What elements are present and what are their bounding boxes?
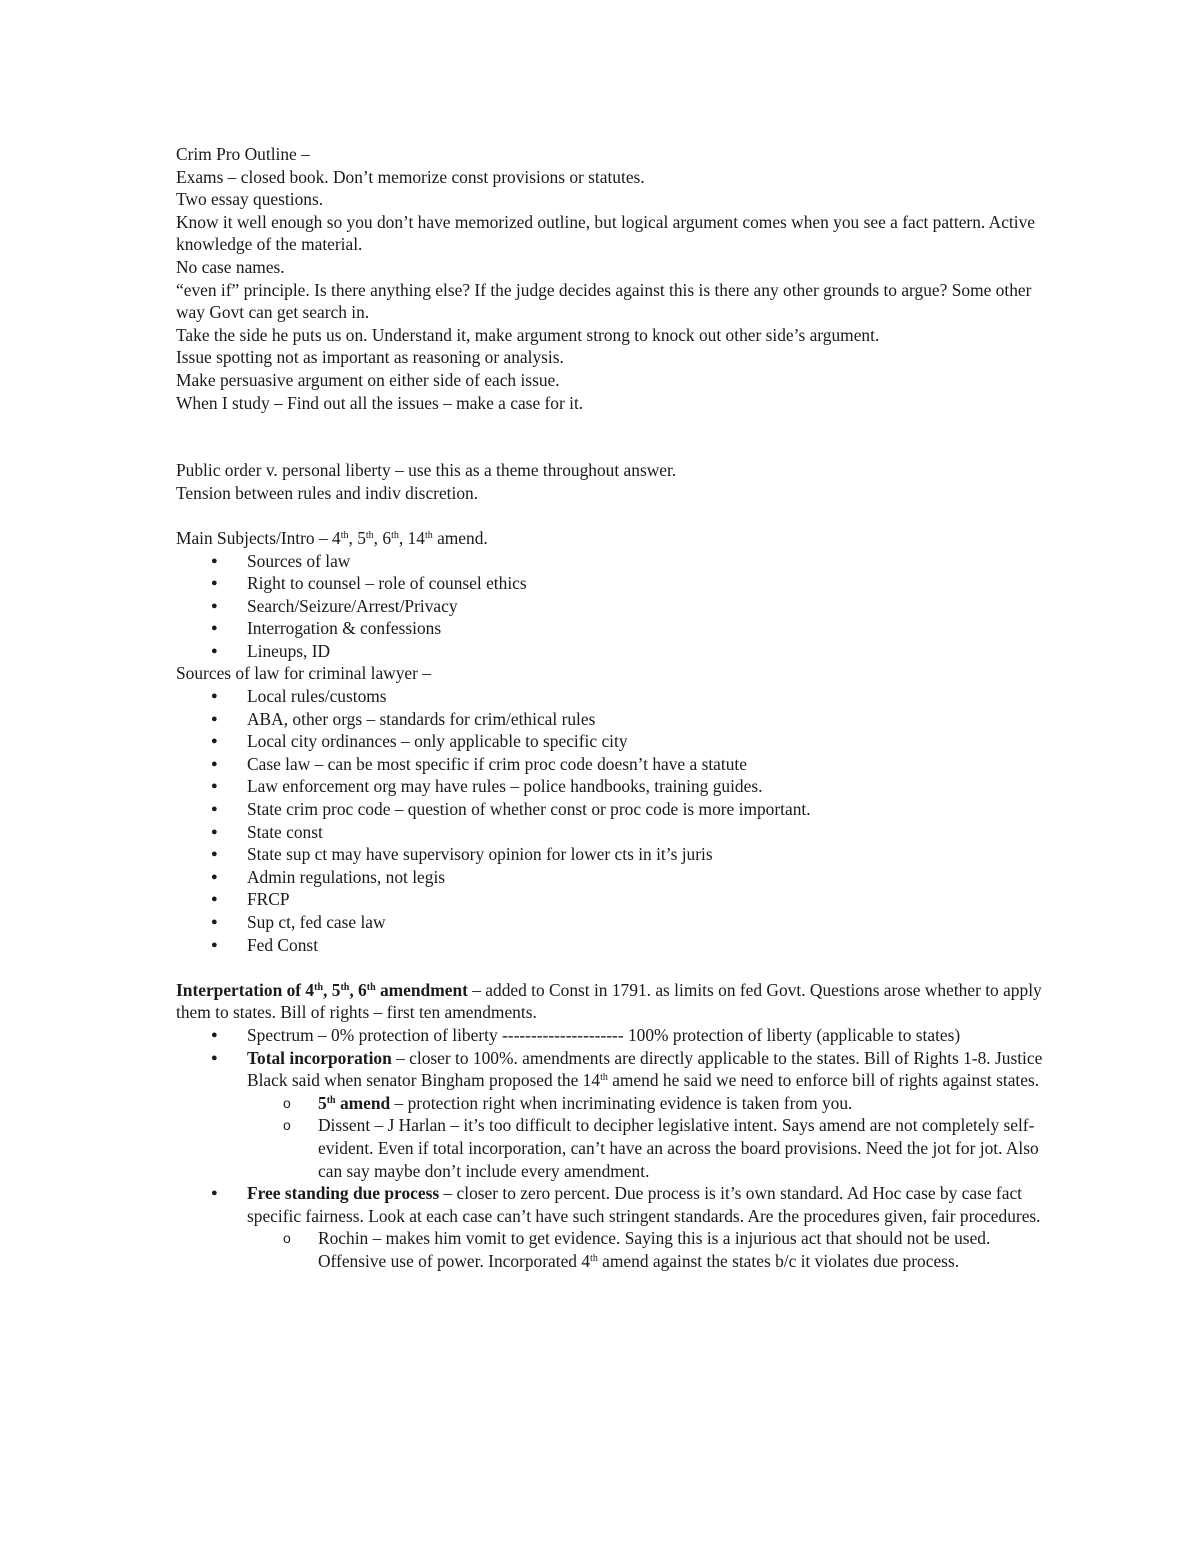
intro-section [176, 143, 1046, 414]
list-item: ● Law enforcement org may have rules – police handbooks, training guides. [176, 775, 1046, 798]
interpretation-list [176, 1024, 1046, 1273]
text-line: Make persuasive argument on either side of each issue. [176, 369, 560, 390]
list-item: ● Admin regulations, not legis [176, 866, 1046, 889]
interpretation-section [176, 979, 1046, 1273]
list-item: ● Search/Seizure/Arrest/Privacy [176, 595, 1046, 618]
list-item-total-incorporation: ● Total incorporation – closer to 100%. amendments are directly applicable to the states. Bill of Rights 1-8. Justice Black said when senator Bingham proposed the 14th amend he said we need to enforce bill of rights against states. o 5th amend – protection right when incriminating evidence is taken from you. o Dissent – J Harlan – it’s too difficult to decipher legislative intent. Says amend are not completely self-evident. Even if total incorporation, can’t have an across the board provisions. Need the jot for jot. Also can say maybe don’t include every amendment. [176, 1047, 1046, 1183]
interpretation-paragraph: Interpertation of 4th, 5th, 6th amendment – added to Const in 1791. as limits on fed Govt. Questions arose whether to apply them to states. Bill of rights – first ten amendments. [176, 979, 1042, 1023]
list-item: ● Sources of law [176, 550, 1046, 573]
text-line: Public order v. personal liberty – use this as a theme throughout answer. [176, 460, 677, 481]
theme-section [176, 459, 1046, 504]
list-item: ● FRCP [176, 888, 1046, 911]
text-line: No case names. [176, 256, 285, 277]
spacer [176, 414, 1046, 459]
list-item: ● Right to counsel – role of counsel ethics [176, 572, 1046, 595]
sources-section [176, 662, 1046, 956]
text-line: Tension between rules and indiv discretion. [176, 482, 479, 503]
sub-item-rochin: o Rochin – makes him vomit to get evidence. Saying this is a injurious act that should not be used. Offensive use of power. Incorporated 4th amend against the states b/c it violates due process. [247, 1227, 1046, 1272]
due-process-sublist [247, 1227, 1046, 1272]
spacer [176, 956, 1046, 979]
list-item: ● Local rules/customs [176, 685, 1046, 708]
sub-item-fifth-amend: o 5th amend – protection right when incriminating evidence is taken from you. [247, 1092, 1046, 1115]
main-subjects-list [176, 550, 1046, 663]
list-item: ● ABA, other orgs – standards for crim/ethical rules [176, 708, 1046, 731]
total-incorporation-sublist [247, 1092, 1046, 1182]
text-line: “even if” principle. Is there anything else? If the judge decides against this is there any other grounds to argue? Some other way Govt can get search in. [176, 279, 1032, 323]
text-line: Issue spotting not as important as reasoning or analysis. [176, 347, 564, 368]
sources-list [176, 685, 1046, 956]
sub-item-dissent: o Dissent – J Harlan – it’s too difficult to decipher legislative intent. Says amend are not completely self-evident. Even if total incorporation, can’t have an across the board provisions. Need the jot for jot. Also can say maybe don’t include every amendment. [247, 1114, 1046, 1182]
text-line: Take the side he puts us on. Understand it, make argument strong to knock out other side’s argument. [176, 324, 880, 345]
text-line: When I study – Find out all the issues – make a case for it. [176, 392, 584, 413]
list-item: ● Sup ct, fed case law [176, 911, 1046, 934]
sources-heading: Sources of law for criminal lawyer – [176, 663, 431, 684]
text-line: Know it well enough so you don’t have memorized outline, but logical argument comes when you see a fact pattern. Active knowledge of the material. [176, 211, 1036, 255]
text-line: Exams – closed book. Don’t memorize const provisions or statutes. [176, 166, 645, 187]
list-item: ● State sup ct may have supervisory opinion for lower cts in it’s juris [176, 843, 1046, 866]
list-item: ● Case law – can be most specific if crim proc code doesn’t have a statute [176, 753, 1046, 776]
text-line: Two essay questions. [176, 189, 324, 210]
list-item: ● State const [176, 821, 1046, 844]
list-item: ● Fed Const [176, 934, 1046, 957]
interpretation-heading: Interpertation of 4th, 5th, 6th amendment [176, 979, 468, 1000]
list-item: ● Lineups, ID [176, 640, 1046, 663]
main-subjects-section [176, 527, 1046, 663]
list-item-spectrum: ● Spectrum – 0% protection of liberty --------------------- 100% protection of liberty (applicable to states) [176, 1024, 1046, 1047]
outline-title: Crim Pro Outline – [176, 144, 310, 164]
list-item: ● Local city ordinances – only applicable to specific city [176, 730, 1046, 753]
spacer [176, 504, 1046, 527]
main-subjects-heading: Main Subjects/Intro – 4th, 5th, 6th, 14th amend. [176, 527, 488, 548]
list-item: ● State crim proc code – question of whether const or proc code is more important. [176, 798, 1046, 821]
document-page [176, 143, 1046, 1273]
list-item-free-standing-due-process: ● Free standing due process – closer to zero percent. Due process is it’s own standard. Ad Hoc case by case fact specific fairness. Look at each case can’t have such stringent standards. Are the procedures given, fair procedures. o Rochin – makes him vomit to get evidence. Saying this is a injurious act that should not be used. Offensive use of power. Incorporated 4th amend against the states b/c it violates due process. [176, 1182, 1046, 1272]
list-item: ● Interrogation & confessions [176, 617, 1046, 640]
